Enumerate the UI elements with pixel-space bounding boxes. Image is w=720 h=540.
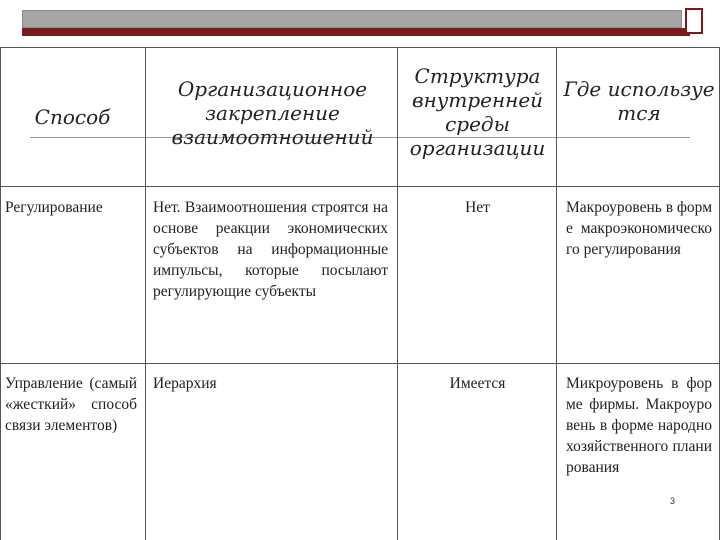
row2-internal-structure: Имеется [449, 375, 506, 392]
page-number: 3 [670, 496, 676, 506]
row-divider-1 [0, 186, 720, 187]
row1-where-used: Макроуровень в форме макроэкономического регулирования [566, 199, 713, 258]
header-method: Способ [34, 105, 111, 129]
row2-where-used: Микроуровень в форме фирмы. Макроуровень в форме народнохозяйственного планирования [566, 375, 712, 476]
accent-bar [22, 28, 690, 36]
row1-org-fixing: Нет. Взаимоотношения строятся на основе реакции экономических субъектов на информационные импульсы, которые посылают регулирующие субъекты [153, 199, 388, 300]
row-divider-2 [0, 363, 720, 364]
row2-method: Управление (самый «жесткий» способ связи элементов) [5, 375, 137, 434]
col-border-2 [397, 47, 398, 540]
col-border-1 [145, 47, 146, 540]
row1-internal-structure: Нет [465, 199, 490, 216]
row1-method: Регулирование [5, 199, 103, 216]
header-where-used: Где используется [563, 77, 715, 125]
header-org-fixing: Организационное закрепление взаимоотношений [171, 77, 374, 149]
row2-org-fixing: Иерархия [153, 375, 217, 392]
title-banner [22, 10, 682, 28]
header-internal-structure: Структура внутренней среды организации [409, 64, 546, 160]
comparison-table [0, 47, 720, 540]
corner-square [685, 8, 703, 34]
col-border-3 [556, 47, 557, 540]
table-top-border [0, 47, 720, 48]
